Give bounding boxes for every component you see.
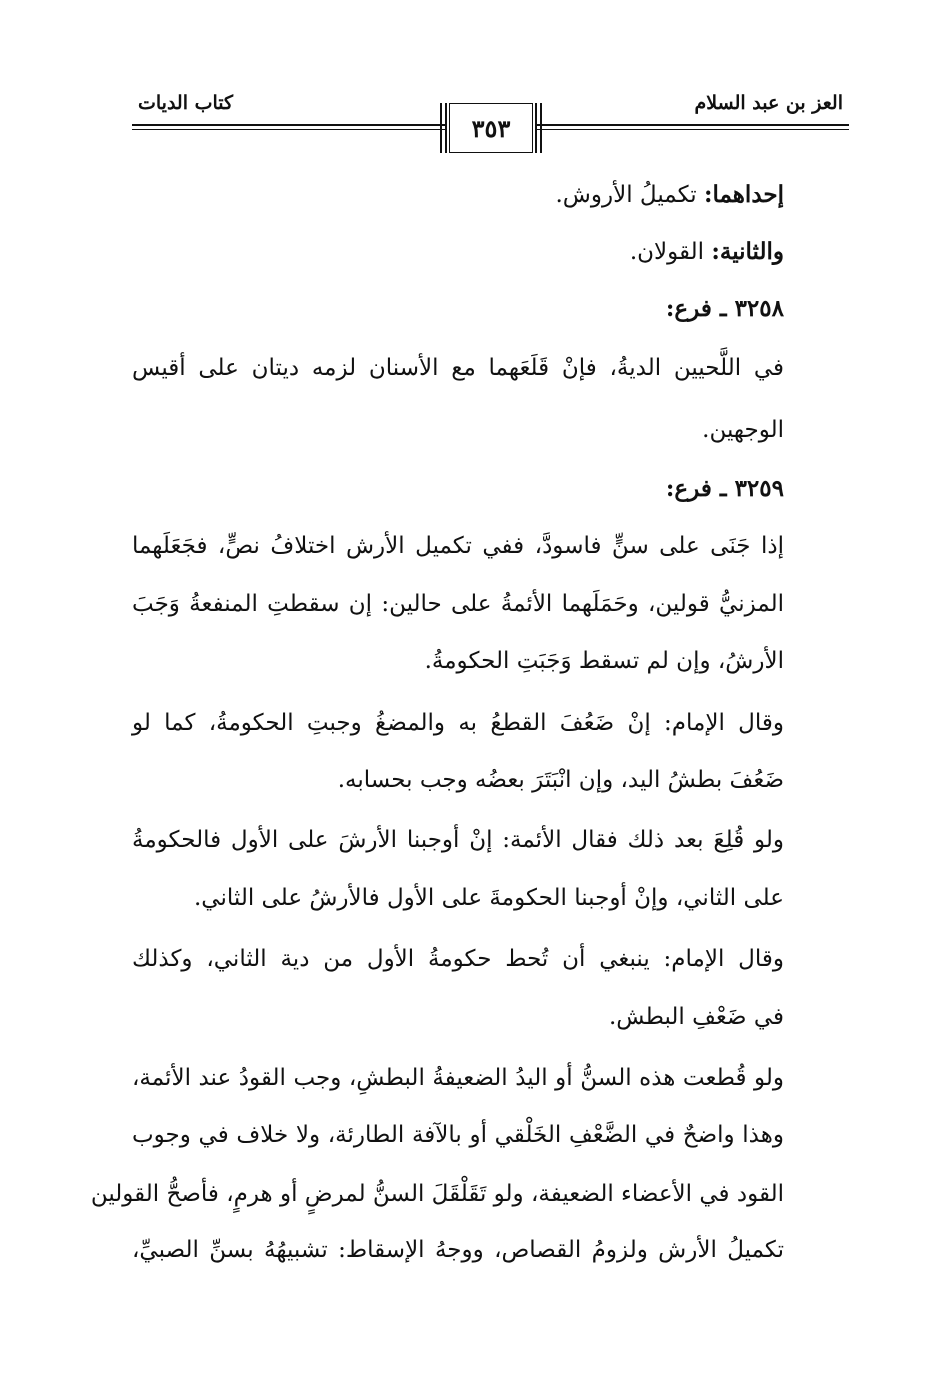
paragraph-line: الأرشُ، وإن لم تسقط وَجَبَتِ الحكومةُ. <box>424 648 784 674</box>
section-heading: ٣٢٥٨ ـ فرع: <box>665 295 784 322</box>
item-label: والثانية: <box>711 238 784 265</box>
running-header-section: كتاب الديات <box>138 92 234 114</box>
line-2 <box>630 238 784 265</box>
item-text: القولان. <box>629 239 705 265</box>
paragraph-line: ضَعُفَ بطشُ اليد، وإن انْبَتَرَ بعضُه وجب بحسابه. <box>337 767 784 793</box>
page-number-frame <box>449 103 533 153</box>
item-label: إحداهما: <box>704 181 784 208</box>
header-rule-right <box>537 124 849 126</box>
page-number: ٣٥٣ <box>471 114 511 143</box>
header-rule-left <box>132 124 446 126</box>
paragraph-line: إذا جَنَى على سنٍّ فاسودَّ، ففي تكميل الأرش اختلافُ نصٍّ، فجَعَلَهما <box>132 533 784 559</box>
paragraph-line: الوجهين. <box>702 417 784 443</box>
paragraph-line: في ضَعْفِ البطش. <box>608 1004 784 1030</box>
frame-ornament-right <box>535 103 542 153</box>
paragraph-line: المزنيُّ قولين، وحَمَلَهما الأئمةُ على حالين: إن سقطتِ المنفعةُ وَجَبَ <box>132 591 784 617</box>
running-header-author: العز بن عبد السلام <box>694 92 843 114</box>
line-1 <box>556 181 785 208</box>
item-text: تكميلُ الأروش. <box>555 182 697 208</box>
paragraph-line: على الثاني، وإنْ أوجبنا الحكومةَ على الأول فالأرشُ على الثاني. <box>194 885 784 911</box>
paragraph-line: وقال الإمام: ينبغي أن تُحط حكومةُ الأول من دية الثاني، وكذلك <box>132 946 784 972</box>
paragraph-line: تكميلُ الأرش ولزومُ القصاص، ووجهُ الإسقاط: تشبيهُهُ بسنِّ الصبيِّ، <box>132 1237 784 1263</box>
paragraph-line: ولو قُلِعَ بعد ذلك فقال الأئمة: إنْ أوجبنا الأرشَ على الأول فالحكومةُ <box>132 827 784 853</box>
paragraph-line: القود في الأعضاء الضعيفة، ولو تَقَلْقَلَ السنُّ لمرضٍ أو هرمٍ، فأصحُّ القولين <box>90 1181 784 1207</box>
frame-ornament-left <box>440 103 447 153</box>
header-rule-right-thin <box>537 129 849 130</box>
paragraph-line: وهذا واضحٌ في الضَّعْفِ الخَلْقي أو بالآفة الطارئة، ولا خلاف في وجوب <box>132 1122 784 1148</box>
paragraph-line: في اللَّحيين الديةُ، فإنْ قَلَعَهما مع الأسنان لزمه ديتان على أقيس <box>132 355 784 381</box>
header-rule-left-thin <box>132 129 446 130</box>
section-heading: ٣٢٥٩ ـ فرع: <box>665 475 784 502</box>
paragraph-line: وقال الإمام: إنْ ضَعُفَ القطعُ به والمضغُ وجبتِ الحكومةُ، كما لو <box>132 710 784 736</box>
paragraph-line: ولو قُطعت هذه السنُّ أو اليدُ الضعيفةُ البطشِ، وجب القودُ عند الأئمة، <box>132 1065 784 1091</box>
